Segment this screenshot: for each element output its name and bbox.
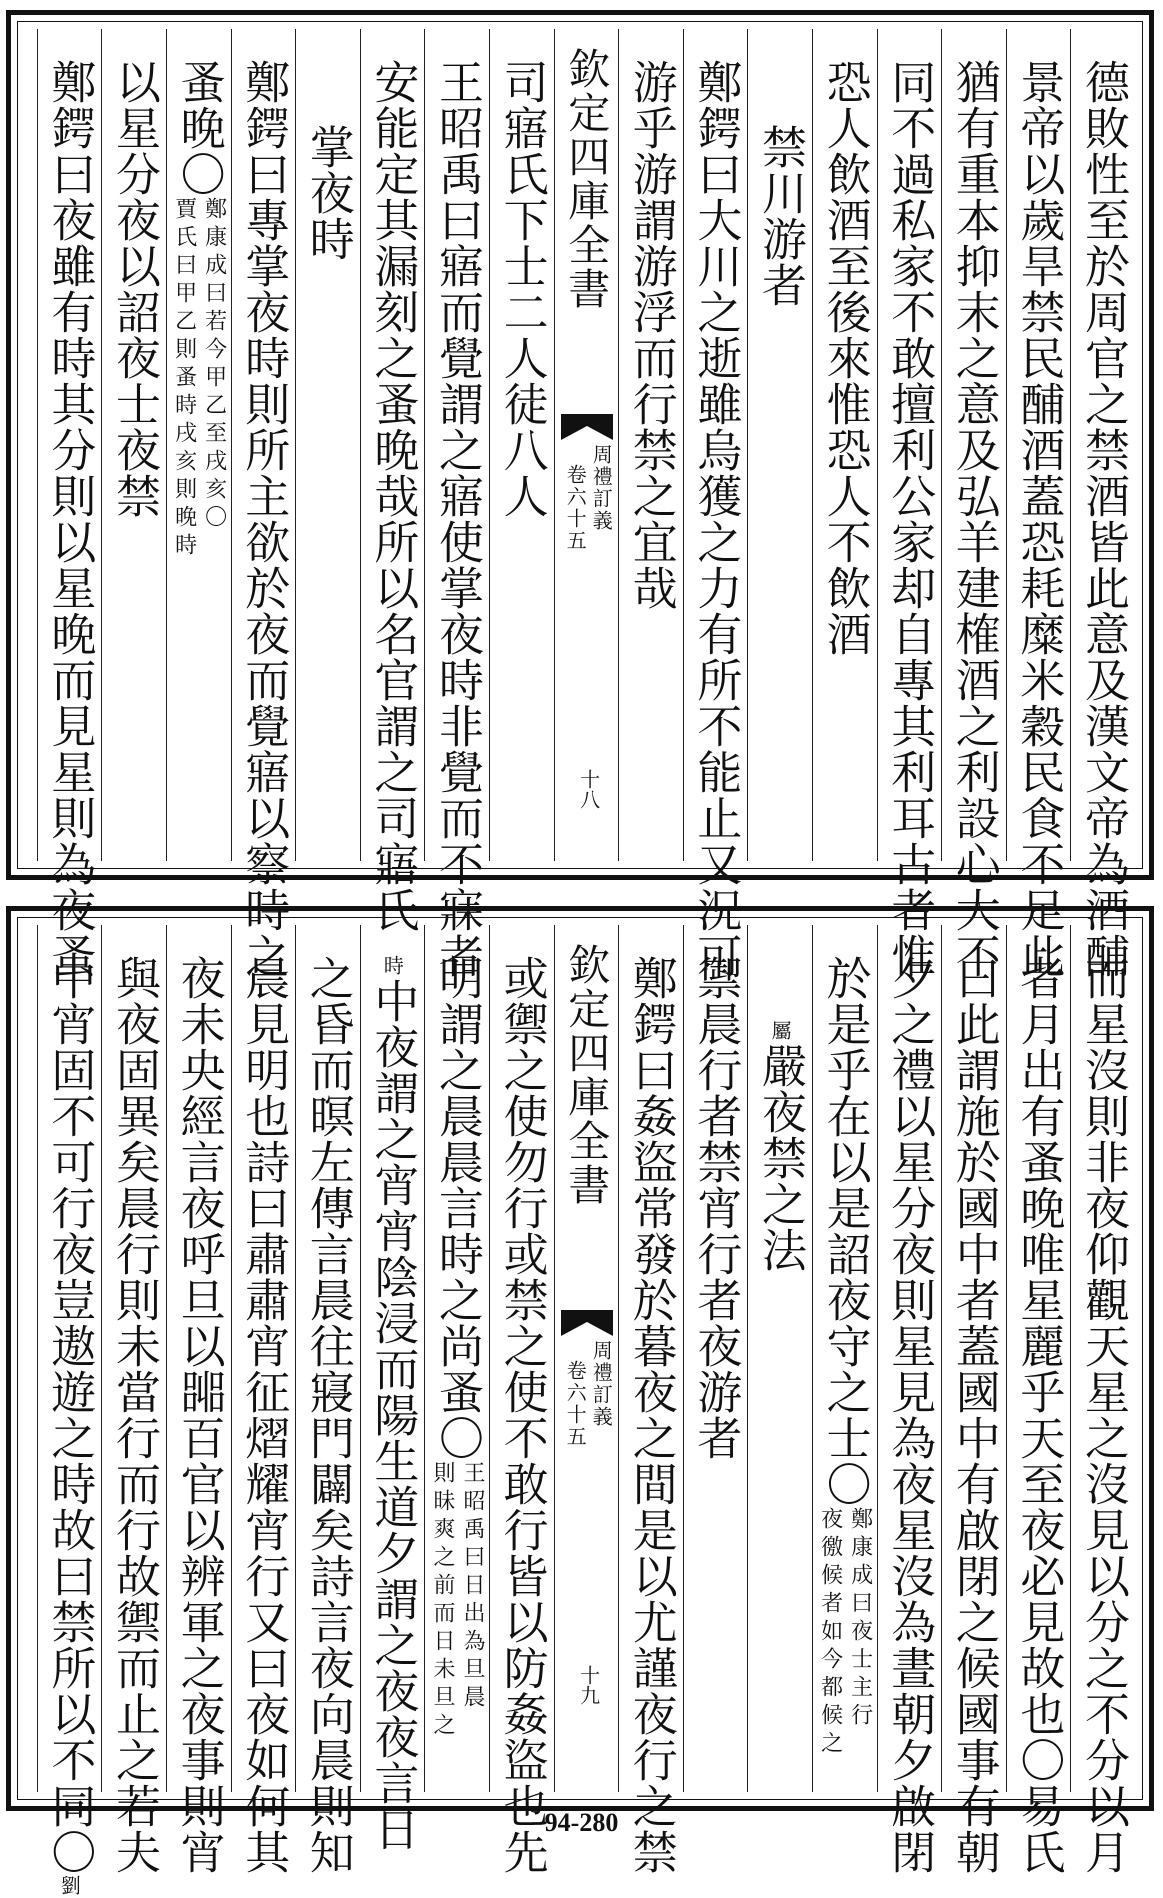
column-text bbox=[167, 955, 231, 1875]
main-text: 猶有重本抑末之意及弘羊建榷酒之利設心大不 bbox=[947, 59, 1001, 979]
page-reference: 94-280 bbox=[544, 1808, 619, 1837]
leaf-number: 十九 bbox=[576, 1665, 601, 1705]
column-text bbox=[1006, 59, 1070, 979]
main-text: 司寤氏下士二人徒八人 bbox=[495, 59, 549, 519]
column-text bbox=[360, 59, 424, 933]
main-text: 明謂之晨晨言時之尚蚤 bbox=[430, 955, 484, 1415]
text-column bbox=[683, 925, 748, 1792]
main-text: 夕之禮以星分夜則星見為夜星沒為晝朝夕啟閉 bbox=[883, 955, 937, 1875]
main-text: 鄭鍔曰姦盜常發於暮夜之間是以尤謹夜行之禁 bbox=[624, 955, 678, 1875]
main-text: 晨見明也詩曰肅肅宵征熠耀宵行又曰夜如何其 bbox=[237, 955, 291, 1875]
main-text: 同不過私家不敢擅利公家却自專其利耳古者惟 bbox=[883, 59, 937, 979]
main-text: 蚤晚 bbox=[172, 59, 226, 151]
annotation-line-left: 夜徼候者如今都候之 bbox=[817, 1507, 843, 1759]
text-column bbox=[1006, 29, 1071, 979]
text-column bbox=[618, 925, 683, 1875]
center-fold-column bbox=[554, 925, 619, 1792]
annotation-line-right: 王昭禹曰日出為旦晨 bbox=[459, 1461, 485, 1713]
text-column bbox=[683, 29, 748, 979]
column-text bbox=[1006, 955, 1070, 1875]
annotation-line-left: 則昧爽之前而日未旦之 bbox=[429, 1461, 455, 1741]
column-text bbox=[425, 59, 489, 979]
text-column bbox=[101, 29, 166, 861]
annotation-line-right: 鄭康成曰若今甲乙至戌亥〇 bbox=[201, 197, 227, 533]
text-column bbox=[231, 925, 296, 1875]
column-text bbox=[360, 955, 424, 1852]
text-column bbox=[747, 29, 812, 861]
main-text: 中宵固不可行夜豈遨遊之時故曰禁所以不同 bbox=[43, 955, 97, 1829]
fishtail-mark-icon bbox=[561, 414, 613, 440]
text-column bbox=[295, 29, 360, 861]
text-column bbox=[941, 925, 1006, 1875]
column-text bbox=[296, 124, 360, 262]
text-column bbox=[101, 925, 166, 1875]
column-text bbox=[619, 955, 683, 1875]
text-column bbox=[1006, 925, 1071, 1875]
main-text: 以星分夜以詔夜士夜禁 bbox=[107, 59, 161, 519]
double-line-annotation bbox=[817, 1507, 873, 1759]
prefix-mark: 時 bbox=[380, 955, 405, 978]
main-text: 禦晨行者禁宵行者夜游者 bbox=[689, 955, 743, 1461]
main-text: 安能定其漏刻之蚤晚哉所以名官謂之司寤氏 bbox=[366, 59, 420, 933]
column-text bbox=[683, 955, 747, 1461]
column-text bbox=[813, 59, 877, 657]
main-text: 掌夜時 bbox=[301, 124, 355, 262]
main-text: 夜未央經言夜呼旦以嘂百官以辨軍之夜事則宵 bbox=[172, 955, 226, 1875]
column-text bbox=[231, 955, 295, 1875]
text-column bbox=[166, 925, 231, 1875]
main-text: 游乎游謂游浮而行禁之宜哉 bbox=[624, 59, 678, 611]
text-column bbox=[231, 29, 296, 979]
main-text: 禁川游者 bbox=[753, 124, 807, 308]
book-title: 欽定四庫全書 bbox=[562, 943, 612, 1207]
main-text: 嚴夜禁之法 bbox=[753, 1043, 807, 1273]
main-text: 鄭鍔曰專掌夜時則所主欲於夜而覺寤以察時之 bbox=[237, 59, 291, 979]
double-line-annotation bbox=[429, 1461, 485, 1741]
column-text bbox=[167, 59, 231, 197]
main-text: 景帝以歲旱禁民酺酒蓋恐耗糜米穀民食不足此 bbox=[1012, 59, 1066, 979]
text-column bbox=[618, 29, 683, 861]
text-column bbox=[941, 29, 1006, 979]
text-column bbox=[877, 925, 942, 1875]
main-text: 鄭鍔曰夜雖有時其分則以星晚而見星則為夜蚤 bbox=[43, 59, 97, 979]
main-text: 者月出有蚤晚唯星麗乎天至夜必見故也〇易氏 bbox=[1012, 955, 1066, 1875]
tail-note: 劉 bbox=[57, 1875, 82, 1898]
circle-mark: 〇 bbox=[172, 151, 226, 197]
column-text bbox=[942, 955, 1006, 1875]
volume-label: 卷六十五 bbox=[563, 1360, 588, 1448]
column-text bbox=[748, 1020, 812, 1273]
column-text bbox=[296, 955, 360, 1875]
column-text bbox=[619, 59, 683, 611]
column-text bbox=[490, 59, 554, 519]
text-column bbox=[877, 29, 942, 979]
double-line-annotation bbox=[171, 197, 227, 561]
column-text bbox=[813, 955, 877, 1507]
text-column bbox=[360, 29, 425, 933]
circle-mark: 〇 bbox=[43, 1829, 97, 1875]
column-text bbox=[102, 59, 166, 519]
text-column bbox=[424, 925, 489, 1792]
text-column bbox=[1070, 29, 1135, 979]
main-text: 於是乎在以是詔夜守之士 bbox=[818, 955, 872, 1461]
prefix-mark: 屬 bbox=[767, 1020, 792, 1043]
text-column bbox=[166, 29, 231, 861]
text-column bbox=[812, 925, 877, 1792]
main-text: 之昏而暝左傳言晨往寢門闢矣詩言夜向晨則知 bbox=[301, 955, 355, 1875]
text-column bbox=[424, 29, 489, 979]
circle-mark: 〇 bbox=[818, 1461, 872, 1507]
main-text: 曰此謂施於國中者蓋國中有啟閉之候國事有朝 bbox=[947, 955, 1001, 1875]
annotation-line-right: 鄭康成曰夜士主行 bbox=[847, 1507, 873, 1731]
column-text bbox=[490, 955, 554, 1875]
main-text: 德敗性至於周官之禁酒皆此意及漢文帝為酒酺 bbox=[1076, 59, 1130, 979]
text-column bbox=[489, 29, 554, 861]
text-column bbox=[1070, 925, 1135, 1875]
column-text bbox=[37, 955, 101, 1898]
center-fold-column bbox=[554, 29, 619, 861]
text-column bbox=[747, 925, 812, 1792]
volume-label: 卷六十五 bbox=[563, 464, 588, 552]
column-text bbox=[942, 59, 1006, 979]
column-text bbox=[748, 124, 812, 308]
column-text bbox=[683, 59, 747, 979]
annotation-line-left: 賈氏曰甲乙則蚤時戌亥則晚時 bbox=[171, 197, 197, 561]
column-text bbox=[425, 955, 489, 1461]
column-text bbox=[102, 955, 166, 1875]
text-column bbox=[812, 29, 877, 861]
column-text bbox=[37, 59, 101, 979]
main-text: 恐人飲酒至後來惟恐人不飲酒 bbox=[818, 59, 872, 657]
column-text bbox=[877, 955, 941, 1875]
main-text: 與夜固異矣晨行則未當行而行故禦而止之若夫 bbox=[107, 955, 161, 1875]
main-text: 鄭鍔曰大川之逝雖烏獲之力有所不能止又況可 bbox=[689, 59, 743, 979]
book-subtitle: 周禮訂義 bbox=[589, 444, 614, 532]
column-text bbox=[231, 59, 295, 979]
column-text bbox=[1071, 59, 1135, 979]
book-subtitle: 周禮訂義 bbox=[589, 1340, 614, 1428]
leaf-number: 十八 bbox=[576, 769, 601, 809]
circle-mark: 〇 bbox=[430, 1415, 484, 1461]
text-column bbox=[489, 925, 554, 1875]
main-text: 而星沒則非夜仰觀天星之沒見以分之不分以月 bbox=[1076, 955, 1130, 1875]
column-text bbox=[877, 59, 941, 979]
main-text: 或禦之使勿行或禁之使不敢行皆以防姦盜也先 bbox=[495, 955, 549, 1875]
text-column bbox=[360, 925, 425, 1852]
fishtail-mark-icon bbox=[561, 1310, 613, 1336]
main-text: 王昭禹曰寤而覺謂之寤使掌夜時非覺而不寐者 bbox=[430, 59, 484, 979]
text-column bbox=[37, 29, 102, 979]
text-column bbox=[295, 925, 360, 1875]
main-text: 中夜謂之宵宵陰浸而陽生道夕謂之夜夜言日 bbox=[366, 978, 420, 1852]
upper-page bbox=[6, 10, 1154, 979]
book-title: 欽定四庫全書 bbox=[562, 47, 612, 311]
column-text bbox=[1071, 955, 1135, 1875]
text-column bbox=[37, 925, 102, 1898]
